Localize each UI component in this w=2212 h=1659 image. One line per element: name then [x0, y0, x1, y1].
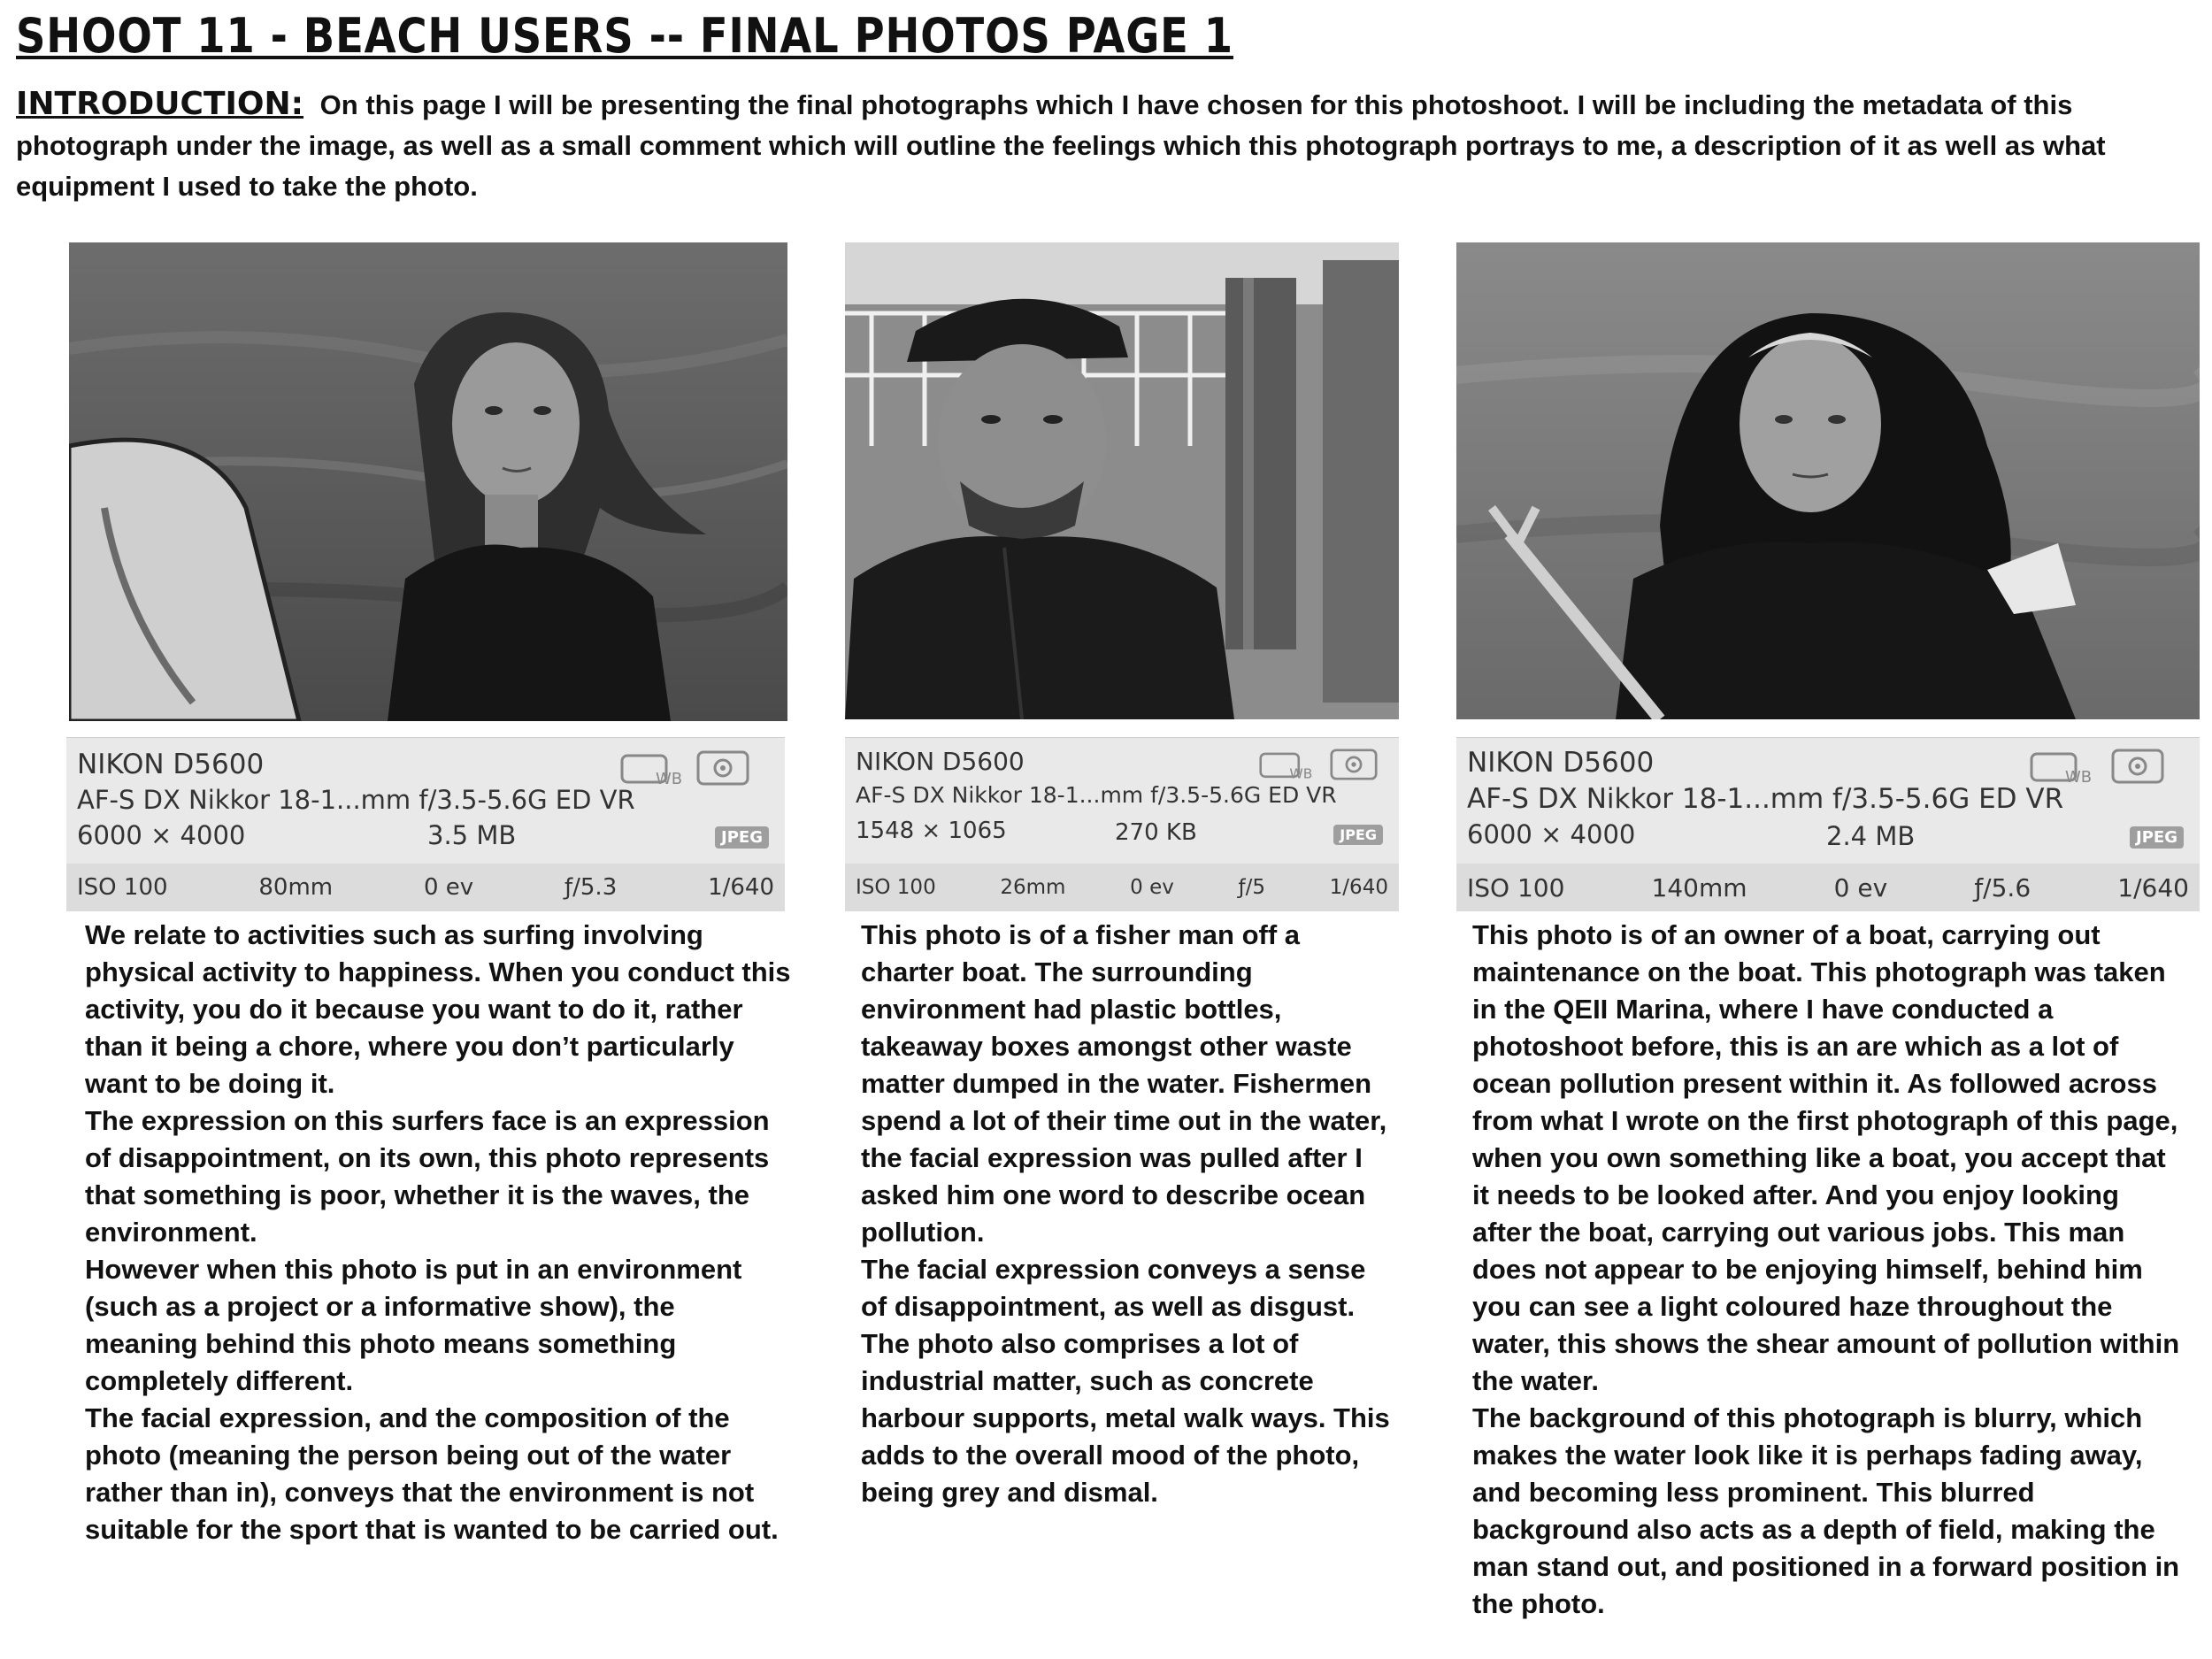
paragraph: This photo is of an owner of a boat, carrying out maintenance on the boat. This photograph was taken in the QEII Marina, where I have conducted a photoshoot before, this is an are which as a lot of ocean pollution present within it. As followed across from what I wrote on the first photograph of this page, when you own something like a boat, you accept that it needs to be looked after. And you enjoy looking after the boat, carrying out various jobs. This man does not appear to be enjoying himself, behind him you can see a light coloured haze throughout the water, this shows the shear amount of pollution within the water.: [1472, 919, 2180, 1396]
lens-info: AF-S DX Nikkor 18-1...mm f/3.5-5.6G ED VR: [856, 782, 1337, 808]
introduction-text: On this page I will be presenting the final photographs which I have chosen for this photoshoot. I will be including the metadata of this photograph under the image, as well as a small comment which will outline the feelings which this photograph portrays to me, a description of it as well as what equipment I used to take the photo.: [16, 89, 2106, 202]
photo-boat-owner: [1456, 242, 2200, 719]
white-balance-icon: [1259, 749, 1314, 784]
file-size: 3.5 MB: [427, 820, 517, 850]
shutter-speed: 1/640: [1329, 876, 1388, 899]
exposure-value: 0 ev: [1833, 872, 1888, 902]
format-badge: JPEG: [2130, 826, 2184, 849]
aperture: ƒ/5.3: [564, 874, 618, 901]
paragraph: The facial expression conveys a sense of disappointment, as well as disgust. The photo also comprises a lot of industrial matter, such as concrete harbour supports, metal walk ways. This adds to the overall mood of the photo, being grey and dismal.: [861, 1254, 1390, 1508]
exposure-row: [845, 864, 1399, 911]
paragraph: The background of this photograph is blurry, which makes the water look like it is perhaps fading away, and becoming less prominent. This blurred background also acts as a depth of field, making the man stand out, and positioned in a forward position in the photo.: [1472, 1402, 2180, 1619]
introduction: [16, 84, 2175, 207]
photo-fisherman: [845, 242, 1399, 719]
shutter-speed: 1/640: [708, 874, 774, 901]
paragraph: The expression on this surfers face is an expression of disappointment, on its own, this photo represents that something is poor, whether it is the waves, the environment.: [85, 1105, 770, 1248]
iso: ISO 100: [77, 874, 168, 901]
focal-length: 80mm: [258, 874, 334, 901]
resolution: 6000 × 4000: [77, 820, 246, 850]
camera-model: NIKON D5600: [77, 749, 265, 780]
lens-info: AF-S DX Nikkor 18-1...mm f/3.5-5.6G ED VR: [77, 785, 635, 815]
exposure-row: [1456, 864, 2200, 911]
paragraph: We relate to activities such as surfing involving physical activity to happiness. When you conduct this activity, you do it because you want to do it, rather than it being a chore, where you don’t particularly want to be doing it.: [85, 919, 791, 1099]
paragraph: The facial expression, and the composition of the photo (meaning the person being out of the water rather than in), conveys that the environment is not suitable for the sport that is wanted to be carried out.: [85, 1402, 779, 1545]
camera-model: NIKON D5600: [856, 747, 1025, 776]
focal-length: 140mm: [1651, 872, 1747, 902]
svg-text:WB: WB: [2065, 768, 2093, 784]
white-balance-icon: [620, 750, 684, 789]
iso: ISO 100: [1467, 872, 1565, 902]
resolution: 6000 × 4000: [1467, 819, 1636, 849]
photo-surfer: [69, 242, 787, 721]
metering-icon: [696, 750, 749, 789]
file-size: 2.4 MB: [1826, 821, 1916, 851]
svg-text:WB: WB: [656, 770, 683, 786]
focal-length: 26mm: [1000, 876, 1066, 899]
metadata-panel-1: [66, 737, 785, 911]
paragraph: This photo is of a fisher man off a charter boat. The surrounding environment had plastic bottles, takeaway boxes amongst other waste matter dumped in the water. Fishermen spend a lot of their time out in the water, the facial expression was pulled after I asked him one word to describe ocean pollution.: [861, 919, 1387, 1248]
format-badge: JPEG: [715, 826, 769, 849]
resolution: 1548 × 1065: [856, 818, 1007, 844]
white-balance-icon: [2030, 749, 2093, 787]
metering-icon: [2111, 749, 2164, 787]
description-fisherman: [861, 917, 1392, 1511]
lens-info: AF-S DX Nikkor 18-1...mm f/3.5-5.6G ED VR: [1467, 783, 2064, 815]
shutter-speed: 1/640: [2117, 872, 2189, 902]
description-boat-owner: [1472, 917, 2180, 1623]
exposure-value: 0 ev: [423, 874, 474, 901]
description-surfer: [85, 917, 793, 1548]
aperture: ƒ/5.6: [1974, 872, 2032, 902]
introduction-label: INTRODUCTION:: [16, 86, 304, 122]
file-size: 270 KB: [1115, 819, 1197, 846]
metering-icon: [1330, 749, 1378, 784]
exposure-row: [66, 864, 785, 911]
paragraph: However when this photo is put in an environment (such as a project or a informative show), the meaning behind this photo means something completely different.: [85, 1254, 742, 1396]
svg-text:WB: WB: [1289, 765, 1313, 780]
exposure-value: 0 ev: [1130, 876, 1174, 899]
metadata-panel-3: [1456, 737, 2200, 911]
aperture: ƒ/5: [1238, 876, 1265, 899]
camera-model: NIKON D5600: [1467, 747, 1655, 779]
page-title: SHOOT 11 - BEACH USERS -- FINAL PHOTOS PAGE 1: [16, 8, 1233, 64]
format-badge: JPEG: [1333, 825, 1383, 845]
metadata-panel-2: [845, 737, 1399, 911]
iso: ISO 100: [856, 876, 936, 899]
